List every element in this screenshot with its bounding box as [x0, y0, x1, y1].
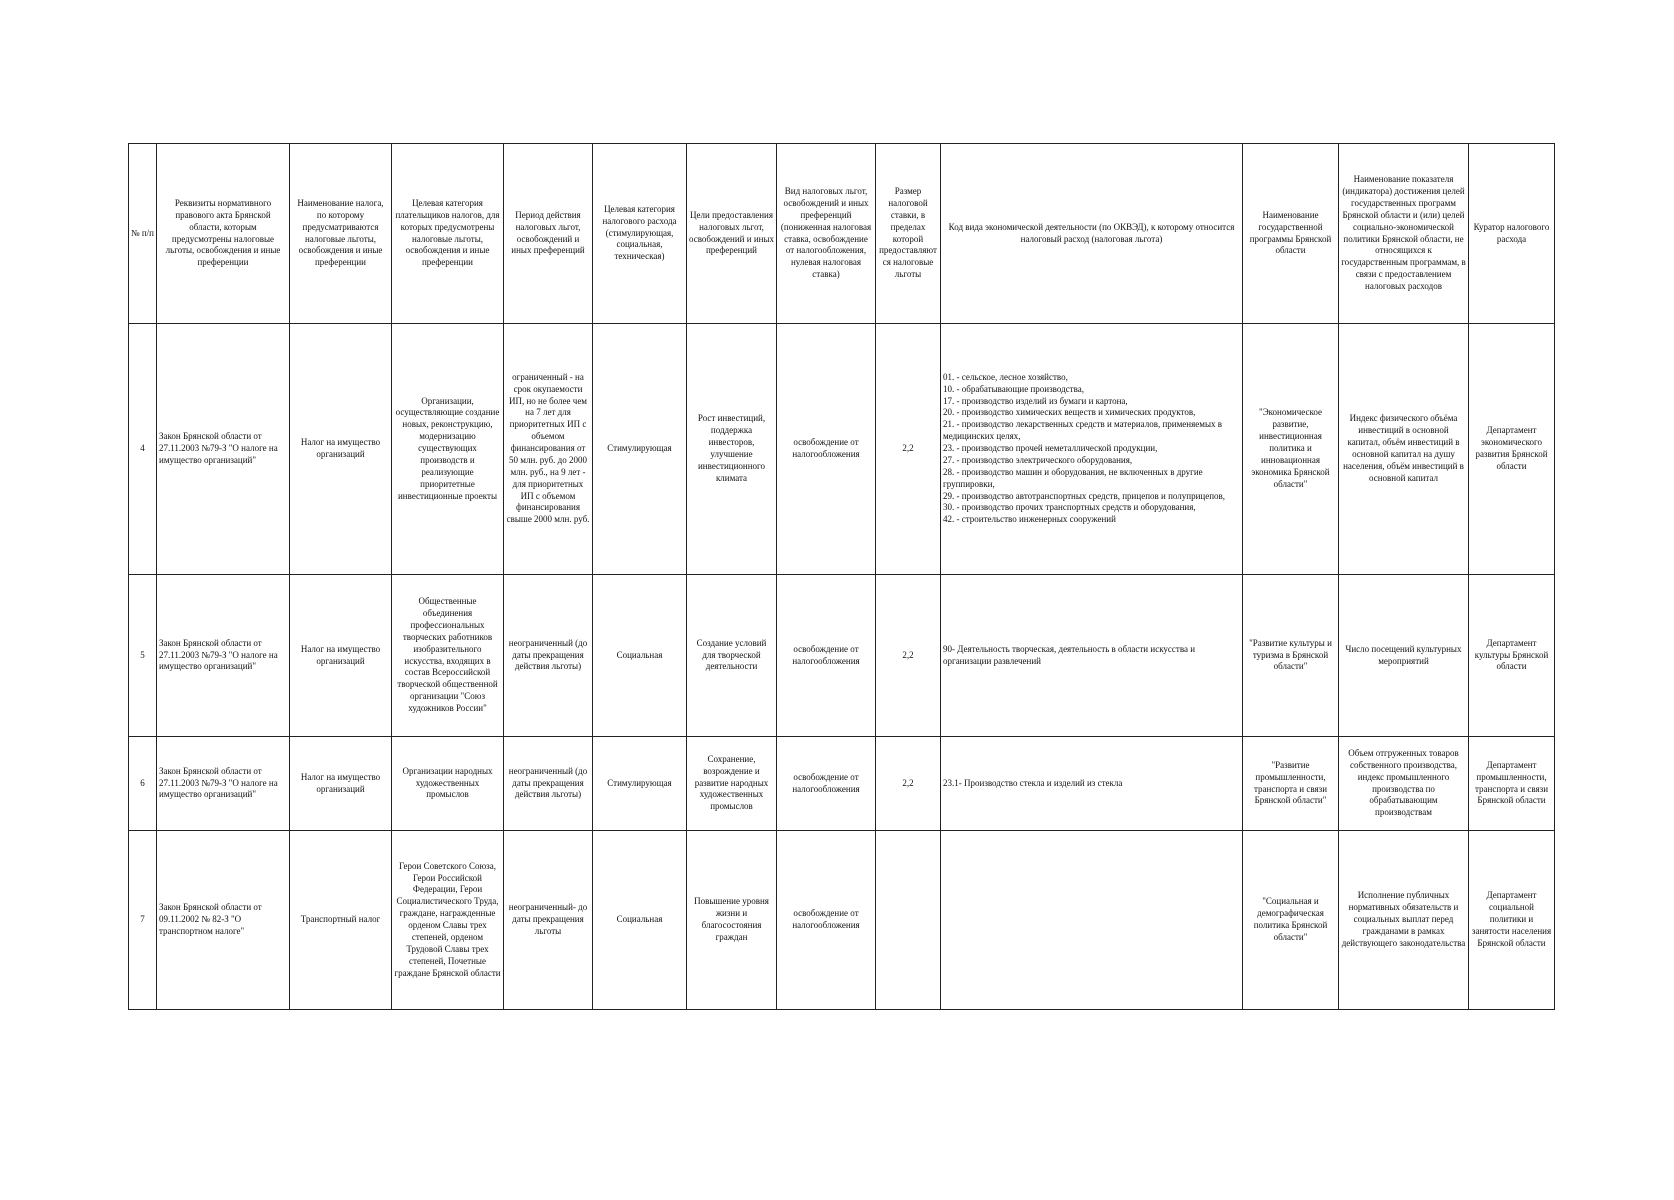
header-okved: Код вида экономической деятельности (по ОКВЭД), к которому относится налоговый расход (налоговая льгота) — [941, 144, 1243, 324]
cell-kind: освобождение от налогообложения — [777, 831, 876, 1010]
okved-line: 30. - производство прочих транспортных средств и оборудования, — [943, 502, 1196, 513]
okved-line: 21. - производство лекарственных средств и материалов, применяемых в медицинских целях, — [943, 419, 1222, 442]
cell-okved — [941, 324, 1243, 575]
table-row — [129, 575, 1555, 737]
cell-kind: освобождение от налогообложения — [777, 575, 876, 737]
cell-target: Организации, осуществляющие создание новых, реконструкцию, модернизацию существующих производств и реализующие приоритетные инвестиционные проекты — [392, 324, 504, 575]
cell-curator: Департамент экономического развития Брянской области — [1469, 324, 1555, 575]
okved-list — [943, 644, 1240, 668]
cell-curator: Департамент культуры Брянской области — [1469, 575, 1555, 737]
cell-num: 7 — [129, 831, 157, 1010]
table-row — [129, 324, 1555, 575]
okved-line: 17. - производство изделий из бумаги и картона, — [943, 395, 1128, 406]
cell-target: Общественные объединения профессиональных творческих работников изобразительного искусства, входящих в состав Всероссийской творческой общественной организации "Союз художников России" — [392, 575, 504, 737]
okved-line: 10. - обрабатывающие производства, — [943, 383, 1084, 394]
cell-period: неограниченный (до даты прекращения действия льготы) — [504, 575, 593, 737]
cell-rate — [876, 831, 941, 1010]
cell-act: Закон Брянской области от 27.11.2003 №79-З "О налоге на имущество организаций" — [157, 324, 290, 575]
cell-tax: Налог на имущество организаций — [290, 575, 392, 737]
okved-line: 01. - сельское, лесное хозяйство, — [943, 371, 1068, 382]
cell-act: Закон Брянской области от 27.11.2003 №79-З "О налоге на имущество организаций" — [157, 575, 290, 737]
okved-list — [943, 778, 1240, 790]
header-kind: Вид налоговых льгот, освобождений и иных преференций (пониженная налоговая ставка, освобождение от налогообложения, нулевая налоговая ставка) — [777, 144, 876, 324]
header-tax: Наименование налога, по которому предусматриваются налоговые льготы, освобождения и иные преференции — [290, 144, 392, 324]
okved-line: 23.1- Производство стекла и изделий из стекла — [943, 777, 1123, 788]
cell-program: "Развитие культуры и туризма в Брянской области" — [1243, 575, 1339, 737]
cell-rate: 2,2 — [876, 324, 941, 575]
cell-period: ограниченный - на срок окупаемости ИП, но не более чем на 7 лет для приоритетных ИП с объемом финансирования от 50 млн. руб. до 2000 млн. руб., на 9 лет - для приоритетных ИП с объемом финансирования свыше 2000 млн. руб. — [504, 324, 593, 575]
table-row — [129, 737, 1555, 831]
cell-goals: Рост инвестиций, поддержка инвесторов, улучшение инвестиционного климата — [687, 324, 777, 575]
cell-rate: 2,2 — [876, 575, 941, 737]
cell-kind: освобождение от налогообложения — [777, 324, 876, 575]
okved-line: 90- Деятельность творческая, деятельность в области искусства и — [943, 643, 1196, 654]
cell-num: 5 — [129, 575, 157, 737]
cell-curator: Департамент промышленности, транспорта и связи Брянской области — [1469, 737, 1555, 831]
cell-rate: 2,2 — [876, 737, 941, 831]
cell-tax: Транспортный налог — [290, 831, 392, 1010]
cell-tax: Налог на имущество организаций — [290, 737, 392, 831]
cell-program: "Развитие промышленности, транспорта и связи Брянской области" — [1243, 737, 1339, 831]
cell-category: Стимулирующая — [593, 324, 687, 575]
table-row — [129, 831, 1555, 1010]
okved-line: 23. - производство прочей неметаллической продукции, — [943, 443, 1158, 454]
cell-program: "Социальная и демографическая политика Брянской области" — [1243, 831, 1339, 1010]
okved-line: 29. - производство автотранспортных средств, прицепов и полуприцепов, — [943, 490, 1226, 501]
header-num: № п/п — [129, 144, 157, 324]
cell-goals: Создание условий для творческой деятельности — [687, 575, 777, 737]
cell-num: 6 — [129, 737, 157, 831]
cell-curator: Департамент социальной политики и занятости населения Брянской области — [1469, 831, 1555, 1010]
cell-tax: Налог на имущество организаций — [290, 324, 392, 575]
cell-indicator: Исполнение публичных нормативных обязательств и социальных выплат перед гражданами в рамках действующего законодательства — [1339, 831, 1469, 1010]
cell-goals: Сохранение, возрождение и развитие народных художественных промыслов — [687, 737, 777, 831]
okved-line: 20. - производство химических веществ и химических продуктов, — [943, 407, 1196, 418]
cell-program: "Экономическое развитие, инвестиционная политика и инновационная экономика Брянской области" — [1243, 324, 1339, 575]
cell-period: неограниченный- до даты прекращения льготы — [504, 831, 593, 1010]
cell-act: Закон Брянской области от 09.11.2002 № 82-З "О транспортном налоге" — [157, 831, 290, 1010]
cell-target: Герои Советского Союза, Герои Российской Федерации, Герои Социалистического Труда, граждане, награжденные орденом Славы трех степеней, орденом Трудовой Славы трех степеней, Почетные граждане Брянской области — [392, 831, 504, 1010]
cell-act: Закон Брянской области от 27.11.2003 №79-З "О налоге на имущество организаций" — [157, 737, 290, 831]
header-program: Наименование государственной программы Брянской области — [1243, 144, 1339, 324]
tax-expenditures-table-sheet — [128, 143, 1554, 1010]
cell-category: Социальная — [593, 575, 687, 737]
cell-okved — [941, 737, 1243, 831]
header-row — [129, 144, 1555, 324]
header-period: Период действия налоговых льгот, освобождений и иных преференций — [504, 144, 593, 324]
cell-target: Организации народных художественных промыслов — [392, 737, 504, 831]
cell-goals: Повышение уровня жизни и благосостояния граждан — [687, 831, 777, 1010]
header-category: Целевая категория налогового расхода (стимулирующая, социальная, техническая) — [593, 144, 687, 324]
cell-num: 4 — [129, 324, 157, 575]
cell-kind: освобождение от налогообложения — [777, 737, 876, 831]
cell-period: неограниченный (до даты прекращения действия льготы) — [504, 737, 593, 831]
okved-line: 27. - производство электрического оборудования, — [943, 454, 1133, 465]
cell-okved — [941, 575, 1243, 737]
cell-okved — [941, 831, 1243, 1010]
okved-line: 28. - производство машин и оборудования, не включенных в другие группировки, — [943, 466, 1203, 489]
cell-indicator: Объем отгруженных товаров собственного производства, индекс промышленного производства по обрабатывающим производствам — [1339, 737, 1469, 831]
okved-line: организации развлечений — [943, 655, 1041, 666]
header-curator: Куратор налогового расхода — [1469, 144, 1555, 324]
cell-indicator: Число посещений культурных мероприятий — [1339, 575, 1469, 737]
okved-list — [943, 372, 1240, 526]
header-rate: Размер налоговой ставки, в пределах которой предоставляются налоговые льготы — [876, 144, 941, 324]
header-indicator: Наименование показателя (индикатора) достижения целей государственных программ Брянской области и (или) целей социально-экономической политики Брянской области, не относящихся к государственным программам, в связи с предоставлением налоговых расходов — [1339, 144, 1469, 324]
cell-indicator: Индекс физического объёма инвестиций в основной капитал, объём инвестиций в основной капитал на душу населения, объём инвестиций в основной капитал — [1339, 324, 1469, 575]
header-target: Целевая категория плательщиков налогов, для которых предусмотрены налоговые льготы, освобождения и иные преференции — [392, 144, 504, 324]
header-goals: Цели предоставления налоговых льгот, освобождений и иных преференций — [687, 144, 777, 324]
header-act: Реквизиты нормативного правового акта Брянской области, которым предусмотрены налоговые льготы, освобождения и иные преференции — [157, 144, 290, 324]
okved-line: 42. - строительство инженерных сооружений — [943, 514, 1116, 525]
tax-expenditures-table — [128, 143, 1555, 1010]
cell-category: Стимулирующая — [593, 737, 687, 831]
cell-category: Социальная — [593, 831, 687, 1010]
